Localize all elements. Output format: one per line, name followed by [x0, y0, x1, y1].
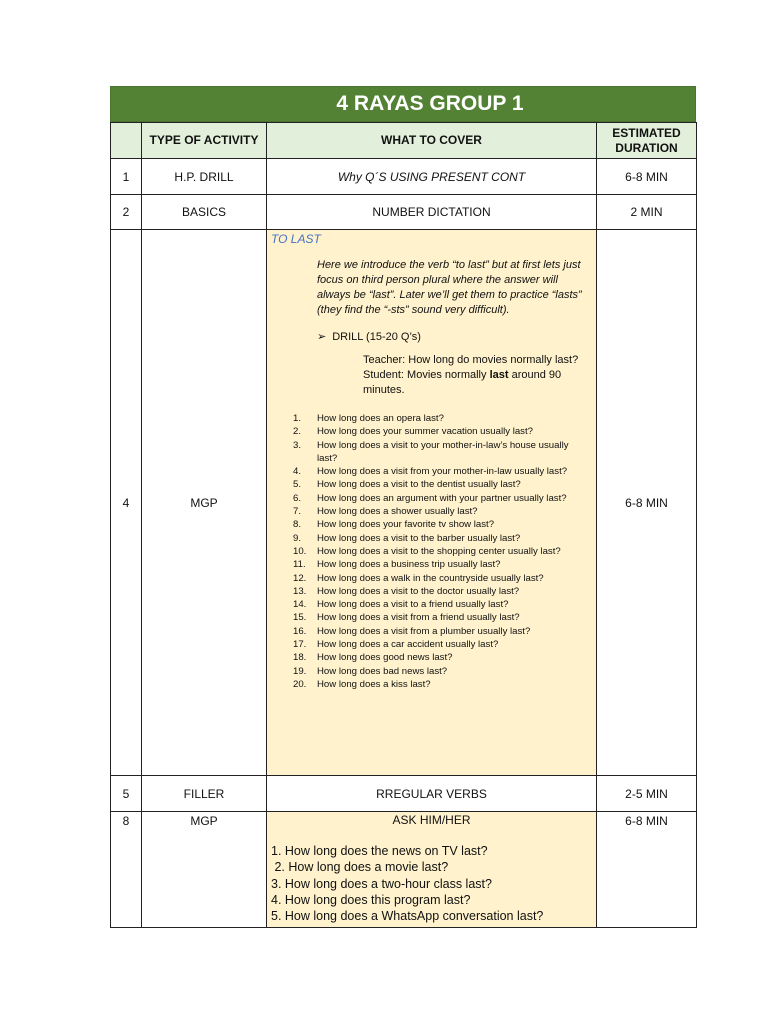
question-number: 11.: [293, 559, 306, 571]
question-item: [293, 439, 590, 466]
question-text: How long does your favorite tv show last?: [317, 519, 495, 531]
ask-question-list: [271, 843, 596, 924]
question-item: [293, 678, 590, 691]
question-text: How long does a visit to a friend usually last?: [317, 599, 509, 611]
question-number: 19.: [293, 665, 307, 677]
row-duration: 2 MIN: [597, 195, 697, 230]
question-item: [293, 638, 590, 651]
row-cover: NUMBER DICTATION: [267, 195, 597, 230]
question-number: 18.: [293, 652, 307, 664]
drill-line: [317, 330, 596, 343]
row-number: 5: [111, 776, 142, 812]
question-number: 9.: [293, 532, 302, 544]
header-duration-line1: ESTIMATED: [612, 125, 681, 140]
question-text: How long does good news last?: [317, 652, 453, 664]
row-duration: 6-8 MIN: [597, 230, 697, 776]
question-item: [293, 532, 590, 545]
question-text: How long does a shower usually last?: [317, 506, 478, 518]
question-text: How long does an opera last?: [317, 413, 444, 424]
table-row: [111, 812, 697, 928]
question-number: 1.: [293, 413, 302, 424]
question-text: How long does your summer vacation usually last?: [317, 426, 533, 438]
ask-question-item: 4. How long does this program last?: [271, 892, 471, 907]
table-header-row: [111, 123, 697, 159]
question-text: How long does a visit from your mother-in-law usually last?: [317, 466, 568, 478]
ask-question-item: 1. How long does the news on TV last?: [271, 844, 488, 858]
question-item: [293, 611, 590, 624]
question-number: 12.: [293, 572, 307, 584]
question-number: 2.: [293, 426, 302, 438]
drill-label: DRILL (15-20 Q’s): [332, 330, 421, 343]
table-row: [111, 195, 697, 230]
header-duration: [597, 123, 697, 159]
ask-question-item: 3. How long does a two-hour class last?: [271, 876, 492, 891]
row-number: 8: [111, 812, 142, 928]
row-duration: 2-5 MIN: [597, 776, 697, 812]
intro-paragraph: Here we introduce the verb “to last” but at first lets just focus on third person plural where the answer will always be “last”. Later we’ll get them to practice “lasts” (they find the “-sts” sound very difficult).: [317, 259, 582, 316]
question-number: 10.: [293, 545, 307, 557]
question-number: 17.: [293, 639, 307, 651]
question-text: How long does a visit to your mother-in-law’s house usually last?: [317, 439, 569, 464]
table-row: [111, 230, 697, 776]
teacher-line: Teacher: How long do movies normally last?: [363, 354, 579, 366]
question-item: [293, 651, 590, 664]
question-item: [293, 665, 590, 678]
question-item: [293, 572, 590, 585]
question-item: [293, 518, 590, 531]
question-text: How long does a walk in the countryside usually last?: [317, 572, 544, 584]
question-number: 8.: [293, 519, 302, 531]
row-number: 2: [111, 195, 142, 230]
lesson-plan-sheet: [110, 86, 696, 928]
question-item: [293, 598, 590, 611]
question-number: 7.: [293, 506, 302, 518]
row-type: FILLER: [142, 776, 267, 812]
example-dialogue: [317, 353, 582, 398]
row-cover: Why Q´S USING PRESENT CONT: [267, 159, 597, 195]
question-text: How long does a visit from a friend usually last?: [317, 612, 520, 624]
page-title: 4 RAYAS GROUP 1: [110, 86, 696, 122]
header-cover: WHAT TO COVER: [267, 123, 597, 159]
header-type: TYPE OF ACTIVITY: [142, 123, 267, 159]
question-item: [293, 505, 590, 518]
header-number: [111, 123, 142, 159]
question-item: [293, 465, 590, 478]
question-number: 4.: [293, 466, 302, 478]
student-text-start: Student: Movies normally: [363, 369, 490, 381]
question-item: [293, 412, 590, 425]
student-line: [317, 368, 582, 398]
question-item: [293, 492, 590, 505]
question-item: [293, 478, 590, 491]
row-type: MGP: [142, 812, 267, 928]
row-type: MGP: [142, 230, 267, 776]
row-number: 1: [111, 159, 142, 195]
question-number: 16.: [293, 625, 307, 637]
mgp-cover-cell: [267, 230, 597, 776]
question-item: [293, 425, 590, 438]
question-number: 20.: [293, 678, 307, 690]
question-text: How long does a visit to the shopping center usually last?: [317, 545, 561, 557]
question-text: How long does a visit to the doctor usually last?: [317, 585, 520, 597]
question-number: 15.: [293, 612, 307, 624]
question-text: How long does a kiss last?: [317, 678, 431, 690]
question-text: How long does a visit from a plumber usually last?: [317, 625, 531, 637]
student-text-end: around 90 minutes.: [363, 369, 562, 396]
student-bold-word: last: [489, 369, 509, 381]
ask-cover-cell: [267, 812, 597, 928]
row-type: BASICS: [142, 195, 267, 230]
section-heading: TO LAST: [271, 232, 321, 246]
question-number: 5.: [293, 479, 302, 491]
question-number: 13.: [293, 585, 307, 597]
row-type: H.P. DRILL: [142, 159, 267, 195]
ask-question-item: 2. How long does a movie last?: [271, 860, 449, 875]
row-duration: 6-8 MIN: [597, 159, 697, 195]
row-duration: 6-8 MIN: [597, 812, 697, 928]
question-text: How long does bad news last?: [317, 665, 448, 677]
question-text: How long does a visit to the dentist usually last?: [317, 479, 521, 491]
ask-title: ASK HIM/HER: [392, 813, 471, 827]
question-text: How long does an argument with your partner usually last?: [317, 492, 567, 504]
question-item: [293, 558, 590, 571]
question-number: 14.: [293, 599, 307, 611]
question-item: [293, 585, 590, 598]
row-number: 4: [111, 230, 142, 776]
activity-table: [110, 122, 697, 928]
table-row: [111, 159, 697, 195]
arrow-bullet-icon: ➢: [317, 331, 327, 343]
header-duration-line2: DURATION: [615, 140, 678, 155]
question-item: [293, 545, 590, 558]
question-text: How long does a visit to the barber usually last?: [317, 532, 521, 544]
question-item: [293, 625, 590, 638]
question-number: 3.: [293, 439, 302, 451]
row-cover: RREGULAR VERBS: [267, 776, 597, 812]
ask-question-item: 5. How long does a WhatsApp conversation last?: [271, 909, 544, 924]
table-row: [111, 776, 697, 812]
question-number: 6.: [293, 492, 302, 504]
question-text: How long does a car accident usually last?: [317, 639, 499, 651]
question-list: [293, 412, 590, 691]
question-text: How long does a business trip usually last?: [317, 559, 501, 571]
